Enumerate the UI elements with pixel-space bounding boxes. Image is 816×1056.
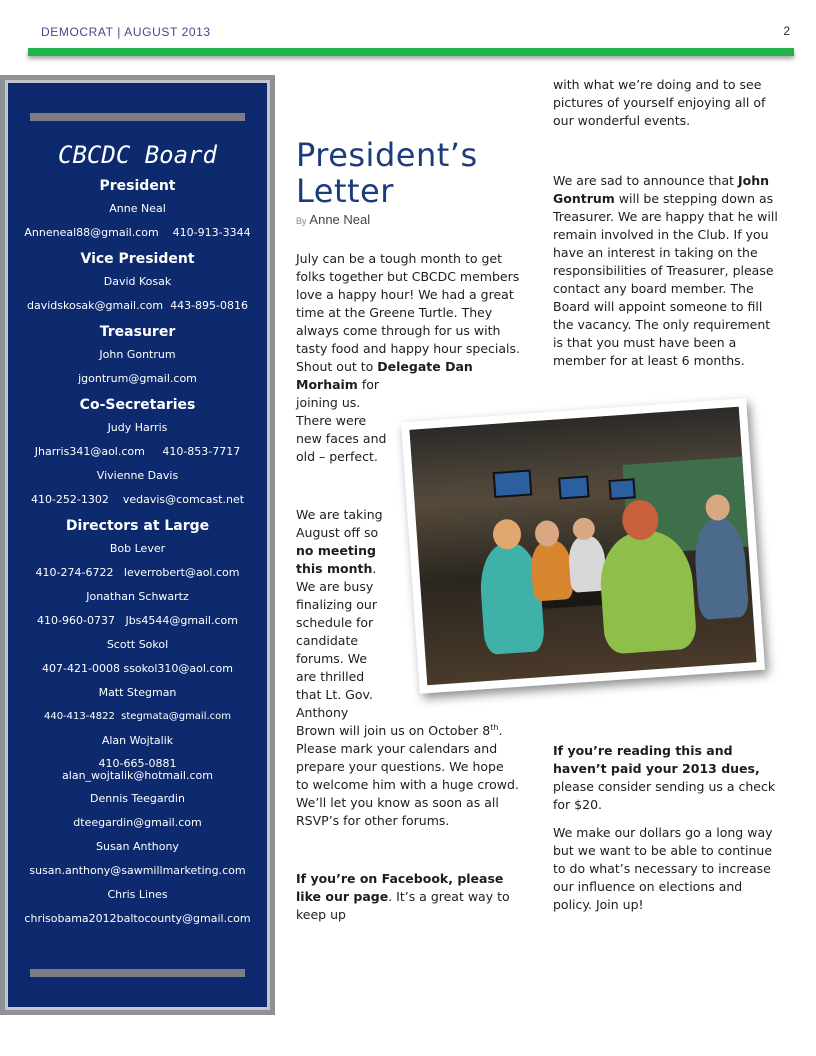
- sidebar-bottom-bar: [30, 969, 245, 977]
- paragraph-text: Brown will join us on October 8: [296, 723, 491, 738]
- member-name: Dennis Teegardin: [90, 792, 185, 805]
- member-email: alan_wojtalik@hotmail.com: [62, 769, 213, 782]
- role-vice-president: Vice President: [80, 251, 195, 267]
- role-co-secretaries: Co-Secretaries: [79, 397, 196, 413]
- member-contact: davidskosak@gmail.com 443-895-0816: [26, 299, 248, 312]
- paragraph-bold: no meeting this month: [296, 543, 376, 576]
- paragraph-text: We are sad to announce that: [553, 173, 738, 188]
- page-number: 2: [783, 24, 790, 38]
- board-list: [8, 141, 267, 936]
- paragraph-line: old – perfect.: [296, 449, 378, 464]
- header-divider: [28, 48, 794, 56]
- paragraph-line: new faces and: [296, 431, 387, 446]
- member-name: Bob Lever: [109, 542, 166, 555]
- member-name: David Kosak: [103, 275, 172, 288]
- member-contact: [8, 758, 267, 782]
- paragraph-bold: If you’re on Facebook, please like our page: [296, 871, 504, 904]
- article-col2-paragraph-1: [553, 76, 783, 130]
- member-contact: 410-252-1302 vedavis@comcast.net: [30, 493, 245, 506]
- member-contact: Anneneal88@gmail.com 410-913-3344: [24, 226, 251, 239]
- superscript: th: [490, 722, 499, 732]
- member-name: Vivienne Davis: [96, 469, 179, 482]
- paragraph-text: July can be a tough month to get folks together but CBCDC members love a happy hour! We had a great time at the Greene Turtle. They always come through for us with tasty food and happy hour specials. Shout out to: [296, 251, 520, 374]
- paragraph-text: will be stepping down as Treasurer. We are happy that he will remain involved in the Club. If you have an interest in taking on the responsibilities of Treasurer, please contact any board member. The Board will appoint someone to fill the vacancy. The only requirement is that you must have been a member for at least 6 months.: [553, 191, 778, 368]
- article-title: [296, 137, 536, 209]
- member-name: Judy Harris: [107, 421, 168, 434]
- member-name: Anne Neal: [109, 202, 166, 215]
- member-name: Chris Lines: [107, 888, 168, 901]
- sidebar-top-bar: [30, 113, 245, 121]
- event-photo: [401, 398, 765, 693]
- byline-author: Anne Neal: [309, 212, 371, 227]
- board-sidebar-panel: [5, 80, 270, 1010]
- paragraph-bold: John Gontrum: [553, 173, 770, 206]
- paragraph-text: for: [357, 377, 380, 392]
- paragraph-text: with what we’re doing and to see pictures of yourself enjoying all of our wonderful events.: [553, 77, 766, 128]
- member-contact: 410-274-6722 leverrobert@aol.com: [35, 566, 240, 579]
- article-col2-paragraph-3: [553, 742, 785, 914]
- photo-tv: [493, 469, 533, 498]
- member-phone: 410-665-0881: [98, 757, 177, 770]
- member-name: Alan Wojtalik: [101, 734, 174, 747]
- photo-tv: [608, 478, 635, 500]
- member-name: John Gontrum: [99, 348, 176, 361]
- paragraph-text: . Please mark your calendars and prepare your questions. We hope to welcome him with a huge crowd. We’ll let you know as soon as all RSVP’s for other forums.: [296, 723, 519, 828]
- paragraph-text: . It’s a great way to keep up: [296, 889, 510, 922]
- paragraph-text: We are taking August off so: [296, 507, 383, 540]
- member-contact: 410-960-0737 Jbs4544@gmail.com: [37, 614, 238, 627]
- member-name: Scott Sokol: [106, 638, 169, 651]
- member-name: Matt Stegman: [98, 686, 177, 699]
- member-contact: jgontrum@gmail.com: [78, 372, 197, 385]
- paragraph-text: please consider sending us a check for $20.: [553, 779, 776, 812]
- article-title-line2: Letter: [296, 172, 394, 210]
- byline-prefix: By: [296, 216, 307, 226]
- member-contact: 407-421-0008 ssokol310@aol.com: [42, 662, 233, 675]
- member-contact: dteegardin@gmail.com: [73, 816, 202, 829]
- role-treasurer: Treasurer: [99, 324, 176, 340]
- member-contact: Jharris341@aol.com 410-853-7717: [34, 445, 241, 458]
- role-directors: Directors at Large: [65, 518, 210, 534]
- paragraph-text: . We are busy finalizing our schedule for candidate forums. We are thrilled that Lt. Gov. Anthony: [296, 561, 377, 720]
- member-contact: 440-413-4822 stegmata@gmail.com: [43, 711, 232, 722]
- photo-person: [530, 539, 574, 602]
- paragraph-bold: Delegate Dan Morhaim: [296, 359, 473, 392]
- member-contact: susan.anthony@sawmillmarketing.com: [29, 864, 246, 877]
- member-name: Susan Anthony: [96, 840, 179, 853]
- event-photo-image: [409, 407, 756, 685]
- paragraph-text: We make our dollars go a long way but we want to be able to continue to do what’s necessary to increase our influence on elections and policy. Join up!: [553, 825, 773, 912]
- article-col2-paragraph-2: [553, 172, 783, 370]
- publication-header: DEMOCRAT | AUGUST 2013: [41, 25, 211, 39]
- member-name: Jonathan Schwartz: [86, 590, 189, 603]
- article-paragraph-3: [296, 870, 522, 924]
- paragraph-line: joining us.: [296, 395, 361, 410]
- byline: [296, 212, 370, 227]
- photo-tv: [558, 475, 589, 499]
- member-contact: chrisobama2012baltocounty@gmail.com: [24, 912, 251, 925]
- paragraph-bold: If you’re reading this and haven’t paid your 2013 dues,: [553, 743, 760, 776]
- role-president: President: [99, 178, 176, 194]
- board-sidebar: [0, 75, 275, 1015]
- paragraph-line: There were: [296, 413, 367, 428]
- article-title-line1: President’s: [296, 136, 478, 174]
- board-title: CBCDC Board: [58, 141, 217, 169]
